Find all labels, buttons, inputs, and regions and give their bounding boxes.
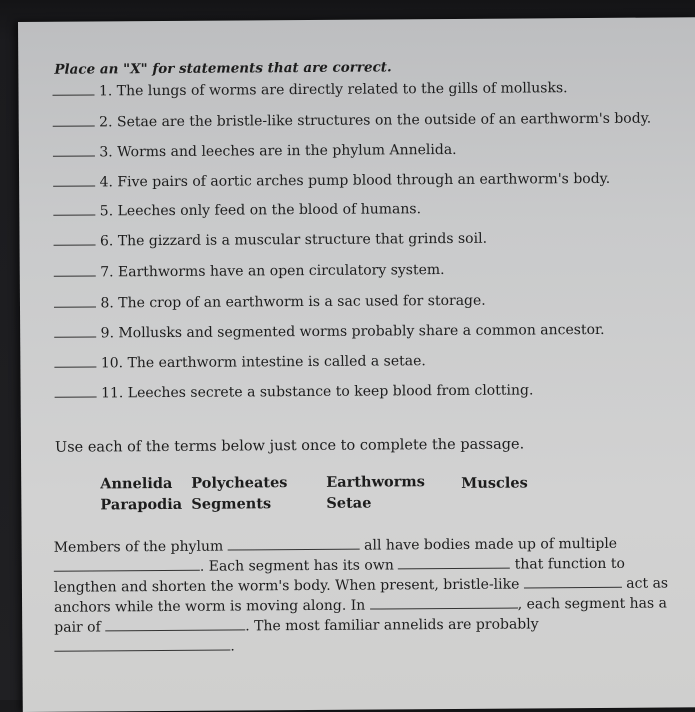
- statement-text: 1. The lungs of worms are directly related to the gills of mollusks.: [98, 80, 568, 100]
- passage-blank[interactable]: [54, 637, 230, 652]
- answer-blank[interactable]: [53, 142, 95, 156]
- answer-blank[interactable]: [54, 323, 96, 337]
- worksheet-page: [18, 17, 695, 712]
- passage-text: pair of: [54, 619, 101, 636]
- statement-text: 10. The earthworm intestine is called a setae.: [100, 353, 426, 372]
- answer-blank[interactable]: [52, 81, 94, 95]
- passage-line: [54, 614, 539, 635]
- statement-row: [55, 380, 534, 401]
- statement-text: 6. The gizzard is a muscular structure that grinds soil.: [99, 230, 488, 250]
- passage-line: [54, 573, 668, 595]
- passage-line: [54, 554, 625, 576]
- term-item: Annelida: [100, 474, 173, 493]
- passage-text: all have bodies made up of multiple: [364, 535, 618, 554]
- answer-blank[interactable]: [54, 262, 96, 276]
- answer-blank[interactable]: [55, 383, 97, 397]
- term-item: Segments: [191, 495, 272, 513]
- passage-blank[interactable]: [398, 555, 510, 570]
- statement-text: 7. Earthworms have an open circulatory system.: [100, 262, 445, 281]
- statement-row: [53, 169, 610, 191]
- statement-row: [54, 291, 486, 312]
- statement-text: 4. Five pairs of aortic arches pump blood through an earthworm's body.: [99, 170, 611, 191]
- passage-blank[interactable]: [228, 536, 360, 551]
- passage-blank[interactable]: [105, 616, 245, 631]
- term-item: Parapodia: [100, 495, 183, 514]
- passage-text: , each segment has a: [517, 595, 668, 613]
- passage-text: Members of the phylum: [53, 538, 224, 556]
- statement-text: 8. The crop of an earthworm is a sac used for storage.: [100, 292, 486, 312]
- term-item: Muscles: [461, 474, 528, 492]
- passage-text: anchors while the worm is moving along. In: [54, 597, 366, 616]
- term-item: Polycheates: [191, 474, 288, 492]
- passage-text: . Each segment has its own: [199, 557, 394, 575]
- term-item: Earthworms: [326, 473, 425, 491]
- passage-text: .: [230, 638, 235, 655]
- statement-text: 5. Leeches only feed on the blood of humans.: [99, 201, 422, 220]
- statement-text: 3. Worms and leeches are in the phylum Annelida.: [99, 141, 457, 161]
- answer-blank[interactable]: [53, 112, 95, 126]
- statement-row: [54, 320, 605, 342]
- statement-text: 9. Mollusks and segmented worms probably share a common ancestor.: [100, 321, 605, 342]
- answer-blank[interactable]: [53, 231, 95, 245]
- instruction-text: Place an "X" for statements that are correct.: [54, 59, 392, 78]
- statement-row: [53, 140, 457, 161]
- answer-blank[interactable]: [53, 172, 95, 186]
- passage-blank[interactable]: [54, 557, 200, 572]
- statement-row: [54, 351, 426, 372]
- passage-text: act as: [626, 575, 669, 592]
- passage-text: lengthen and shorten the worm's body. When present, bristle-like: [53, 576, 520, 596]
- statement-text: 2. Setae are the bristle-like structures on the outside of an earthworm's body.: [99, 110, 652, 131]
- answer-blank[interactable]: [53, 201, 95, 215]
- passage-blank[interactable]: [370, 595, 518, 610]
- passage-text: that function to: [514, 555, 625, 573]
- passage-text: . The most familiar annelids are probably: [245, 616, 539, 635]
- passage-line: [54, 534, 618, 556]
- passage-blank[interactable]: [524, 574, 622, 589]
- passage-instruction: Use each of the terms below just once to complete the passage.: [54, 436, 525, 456]
- answer-blank[interactable]: [54, 353, 96, 367]
- statement-row: [52, 78, 567, 100]
- statement-text: 11. Leeches secrete a substance to keep blood from clotting.: [100, 382, 534, 402]
- passage-line: [54, 637, 235, 656]
- answer-blank[interactable]: [54, 293, 96, 307]
- statement-row: [53, 109, 652, 131]
- statement-row: [53, 199, 421, 220]
- statement-row: [53, 229, 487, 250]
- term-item: Setae: [326, 494, 372, 512]
- statement-row: [54, 260, 445, 281]
- passage-line: [54, 593, 667, 615]
